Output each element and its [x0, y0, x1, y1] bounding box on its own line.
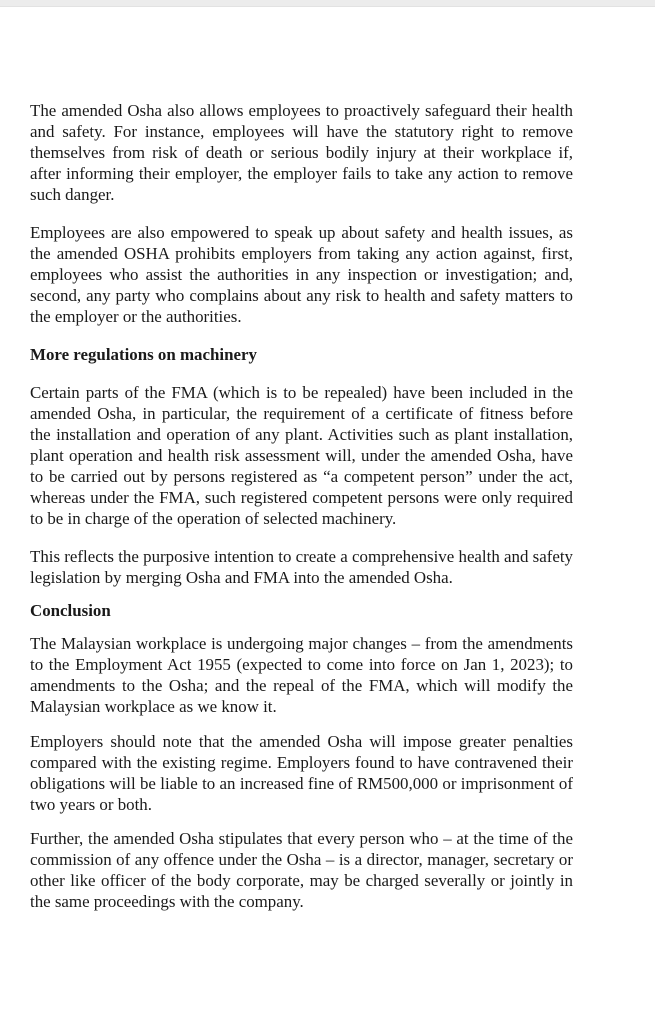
paragraph-workplace-changes: The Malaysian workplace is undergoing major changes – from the amendments to the Employment Act 1955 (expected to come into force on Jan 1, 2023); to amendments to the Osha; and the repeal of the FMA, which will modify the Malaysian workplace as we know it.: [30, 634, 573, 716]
heading-conclusion: Conclusion: [30, 601, 111, 620]
viewer-top-strip: [0, 0, 655, 7]
document-page: [30, 100, 573, 912]
paragraph-purposive-intention: This reflects the purposive intention to create a comprehensive health and safety legislation by merging Osha and FMA into the amended Osha.: [30, 547, 573, 587]
paragraph-greater-penalties: Employers should note that the amended Osha will impose greater penalties compared with the existing regime. Employers found to have contravened their obligations will be liable to an increased fine of RM500,000 or imprisonment of two years or both.: [30, 732, 573, 814]
paragraph-employees-empowered: Employees are also empowered to speak up about safety and health issues, as the amended OSHA prohibits employers from taking any action against, first, employees who assist the authorities in any inspection or investigation; and, second, any party who complains about any risk to health and safety matters to the employer or the authorities.: [30, 223, 573, 326]
paragraph-employee-safeguard: The amended Osha also allows employees to proactively safeguard their health and safety. For instance, employees will have the statutory right to remove themselves from risk of death or serious bodily injury at their workplace if, after informing their employer, the employer fails to take any action to remove such danger.: [30, 101, 573, 204]
paragraph-officer-liability: Further, the amended Osha stipulates that every person who – at the time of the commission of any offence under the Osha – is a director, manager, secretary or other like officer of the body corporate, may be charged severally or jointly in the same proceedings with the company.: [30, 829, 573, 911]
paragraph-fma-parts: Certain parts of the FMA (which is to be repealed) have been included in the amended Osha, in particular, the requirement of a certificate of fitness before the installation and operation of any plant. Activities such as plant installation, plant operation and health risk assessment will, under the amended Osha, have to be carried out by persons registered as “a competent person” under the act, whereas under the FMA, such registered competent persons were only required to be in charge of the operation of selected machinery.: [30, 383, 573, 528]
heading-machinery-regulations: More regulations on machinery: [30, 345, 257, 364]
